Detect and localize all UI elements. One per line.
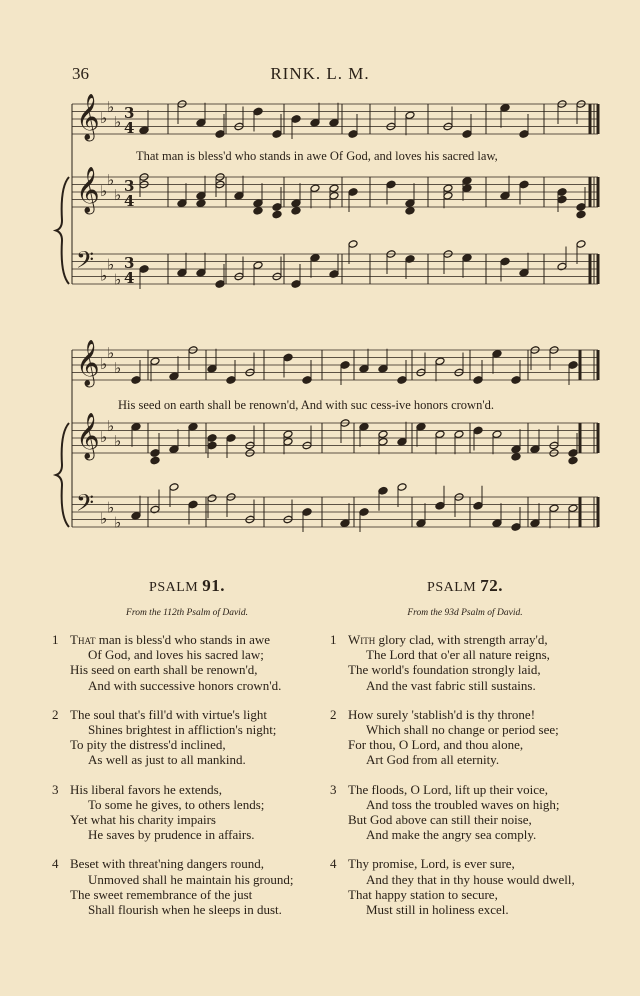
verse-line: The world's foundation strongly laid, xyxy=(348,662,541,678)
note-head xyxy=(302,508,312,517)
flat-icon: ♭ xyxy=(100,109,108,127)
flat-icon: ♭ xyxy=(100,355,108,373)
note-head xyxy=(576,240,586,249)
psalm-heading xyxy=(52,576,322,596)
note-head xyxy=(519,130,529,139)
note-head xyxy=(291,199,301,208)
note-head xyxy=(416,519,426,528)
note-head xyxy=(405,199,415,208)
verse-line: And make the angry sea comply. xyxy=(366,827,537,843)
note-head xyxy=(473,501,483,510)
psalm-source: From the 93d Psalm of David. xyxy=(407,608,523,618)
note-head xyxy=(530,519,540,528)
note-head xyxy=(530,445,540,454)
note-head xyxy=(139,265,149,274)
note-head xyxy=(568,456,578,465)
verse-line: Must still in holiness excel. xyxy=(366,902,509,918)
note-head xyxy=(511,445,521,454)
flat-icon: ♭ xyxy=(100,428,108,446)
note-head xyxy=(283,437,293,446)
note-head xyxy=(215,280,225,289)
note-head xyxy=(139,126,149,135)
verse-line: Shall flourish when he sleeps in dust. xyxy=(88,902,282,918)
note-head xyxy=(150,449,160,458)
note-head xyxy=(188,500,198,509)
note-head xyxy=(196,199,206,208)
time-signature-top: 3 xyxy=(124,254,135,272)
treble-clef-icon: 𝄞 xyxy=(76,94,100,140)
note-head xyxy=(359,364,369,373)
note-head xyxy=(272,130,282,139)
treble-clef-icon: 𝄞 xyxy=(76,167,100,213)
verse xyxy=(52,632,322,693)
verse-line: And toss the troubled waves on high; xyxy=(366,796,560,812)
note-head xyxy=(557,262,567,271)
note-head xyxy=(473,426,483,435)
note-head xyxy=(196,268,206,277)
verse-line: His seed on earth shall be renown'd, xyxy=(70,662,258,678)
note-head xyxy=(405,206,415,215)
note-head xyxy=(462,176,472,185)
lyric-line-2: His seed on earth shall be renown'd, And with suc cess-ive honors crown'd. xyxy=(118,398,494,412)
note-head xyxy=(329,270,339,279)
verse-line xyxy=(52,632,322,647)
note-head xyxy=(131,511,141,520)
verse-line: The Lord that o'er all nature reigns, xyxy=(366,647,550,663)
verse-number: 1 xyxy=(52,632,59,647)
note-head xyxy=(378,430,388,439)
flat-icon: ♭ xyxy=(107,170,115,189)
flat-icon: ♭ xyxy=(100,266,108,285)
note-head xyxy=(462,130,472,139)
note-head xyxy=(500,191,510,200)
note-head xyxy=(169,445,179,454)
psalm-label: PSALM xyxy=(149,580,203,595)
note-head xyxy=(177,199,187,208)
staff-brace xyxy=(56,423,69,527)
note-head xyxy=(568,449,578,458)
verse-number: 2 xyxy=(52,706,59,722)
verse-line: And the vast fabric still sustains. xyxy=(366,677,536,693)
note-head xyxy=(519,268,529,277)
note-head xyxy=(549,504,559,513)
verse-line: How surely 'stablish'd is thy throne! xyxy=(348,706,536,722)
verse-line: Unmoved shall he maintain his ground; xyxy=(88,871,294,887)
verse-line: To pity the distress'd inclined, xyxy=(70,737,226,753)
psalm-number: 91. xyxy=(202,576,225,595)
verse-line: That happy station to secure, xyxy=(348,886,498,902)
note-head xyxy=(329,118,339,127)
note-head xyxy=(378,364,388,373)
note-head xyxy=(359,422,369,431)
time-signature-top: 3 xyxy=(124,177,135,195)
verse xyxy=(330,782,600,843)
verse-number: 4 xyxy=(52,856,59,872)
note-head xyxy=(272,210,282,219)
note-head xyxy=(397,483,407,492)
note-head xyxy=(234,191,244,200)
note-head xyxy=(207,494,217,503)
verse-line: To some he gives, to others lends; xyxy=(88,796,265,812)
note-head xyxy=(253,107,263,116)
note-head xyxy=(500,257,510,266)
treble-clef-icon: 𝄞 xyxy=(76,340,100,386)
note-head xyxy=(283,353,293,362)
treble-clef-icon: 𝄞 xyxy=(76,413,100,459)
verse-number: 1 xyxy=(330,632,337,647)
note-head xyxy=(131,422,141,431)
flat-icon: ♭ xyxy=(114,270,122,289)
page-number: 36 xyxy=(72,64,89,83)
note-head xyxy=(226,376,236,385)
note-head xyxy=(177,268,187,277)
note-head xyxy=(291,115,301,124)
verse xyxy=(330,707,600,768)
note-head xyxy=(500,103,510,112)
verse-line: And with successive honors crown'd. xyxy=(88,677,282,693)
note-head xyxy=(511,452,521,461)
note-head xyxy=(386,180,396,189)
note-head xyxy=(329,191,339,200)
flat-icon: ♭ xyxy=(100,509,108,528)
note-head xyxy=(310,118,320,127)
time-signature-bottom: 4 xyxy=(124,269,135,287)
note-head xyxy=(253,199,263,208)
verse xyxy=(52,856,322,917)
psalm-column-right xyxy=(330,576,600,917)
verse-initial-word: With xyxy=(348,632,376,647)
note-head xyxy=(511,523,521,532)
note-head xyxy=(435,501,445,510)
verse-number: 3 xyxy=(52,781,59,797)
flat-icon: ♭ xyxy=(107,498,115,517)
flat-icon: ♭ xyxy=(107,416,115,435)
verse-line: Which shall no change or period see; xyxy=(366,722,559,738)
note-head xyxy=(492,430,502,439)
flat-icon: ♭ xyxy=(114,513,122,532)
verse-line: The sweet remembrance of the just xyxy=(70,886,253,902)
verse-number: 3 xyxy=(330,781,337,797)
note-head xyxy=(207,434,217,443)
verse-line-rest: glory clad, with strength array'd, xyxy=(375,632,548,647)
note-head xyxy=(397,437,407,446)
psalm-source: From the 112th Psalm of David. xyxy=(126,608,248,618)
verse-line: For thou, O Lord, and thou alone, xyxy=(348,737,524,753)
note-head xyxy=(196,118,206,127)
note-head xyxy=(310,253,320,262)
note-head xyxy=(150,456,160,465)
bass-clef-icon: 𝄢 xyxy=(76,246,95,279)
verse xyxy=(52,707,322,768)
note-head xyxy=(405,255,415,264)
verse-number: 4 xyxy=(330,856,337,872)
verse-line: Of God, and loves his sacred law; xyxy=(88,647,264,663)
verse-line: His liberal favors he extends, xyxy=(70,781,222,797)
note-head xyxy=(150,357,160,366)
note-head xyxy=(207,364,217,373)
verse-line: Beset with threat'ning dangers round, xyxy=(70,856,265,872)
note-head xyxy=(253,261,263,270)
note-head xyxy=(443,191,453,200)
time-signature-top: 3 xyxy=(124,104,135,122)
flat-icon: ♭ xyxy=(107,97,115,116)
note-head xyxy=(557,188,567,197)
note-head xyxy=(340,361,350,370)
flat-icon: ♭ xyxy=(107,343,115,362)
note-head xyxy=(207,441,217,450)
note-head xyxy=(405,111,415,120)
note-head xyxy=(131,376,141,385)
note-head xyxy=(378,486,388,495)
note-head xyxy=(462,253,472,262)
psalm-heading xyxy=(330,576,600,596)
note-head xyxy=(291,206,301,215)
verse xyxy=(330,856,600,917)
note-head xyxy=(188,422,198,431)
verse xyxy=(52,782,322,843)
note-head xyxy=(557,195,567,204)
flat-icon: ♭ xyxy=(114,185,122,204)
verse-line: And they that in thy house would dwell, xyxy=(366,871,575,887)
note-head xyxy=(568,504,578,513)
note-head xyxy=(283,430,293,439)
note-head xyxy=(169,483,179,492)
verse-line: But God above can still their noise, xyxy=(348,812,532,828)
note-head xyxy=(416,422,426,431)
note-head xyxy=(150,505,160,514)
note-head xyxy=(272,203,282,212)
note-head xyxy=(253,206,263,215)
tune-title: RINK. L. M. xyxy=(270,64,370,83)
note-head xyxy=(519,180,529,189)
note-head xyxy=(454,430,464,439)
note-head xyxy=(492,349,502,358)
lyric-line-1: That man is bless'd who stands in awe Of God, and loves his sacred law, xyxy=(136,149,498,163)
note-head xyxy=(397,376,407,385)
note-head xyxy=(226,434,236,443)
note-head xyxy=(291,280,301,289)
note-head xyxy=(310,184,320,193)
psalm-column-left xyxy=(52,576,322,917)
note-head xyxy=(215,130,225,139)
flat-icon: ♭ xyxy=(114,112,122,131)
verse-line: As well as just to all mankind. xyxy=(88,752,246,768)
note-head xyxy=(568,361,578,370)
time-signature-bottom: 4 xyxy=(124,119,135,137)
note-head xyxy=(196,191,206,200)
flat-icon: ♭ xyxy=(100,182,108,200)
verse xyxy=(330,632,600,693)
note-head xyxy=(511,376,521,385)
note-head xyxy=(340,519,350,528)
verse-line: Shines brightest in affliction's night; xyxy=(88,722,277,738)
note-head xyxy=(576,203,586,212)
time-signature-bottom: 4 xyxy=(124,192,135,210)
note-head xyxy=(435,430,445,439)
flat-icon: ♭ xyxy=(114,431,122,450)
staff-brace xyxy=(56,177,69,284)
psalm-label: PSALM xyxy=(427,580,481,595)
note-head xyxy=(329,184,339,193)
verse-line: The soul that's fill'd with virtue's light xyxy=(70,706,267,722)
note-head xyxy=(348,240,358,249)
note-head xyxy=(359,508,369,517)
verse-number: 2 xyxy=(330,706,337,722)
verse-line: He saves by prudence in affairs. xyxy=(88,827,255,843)
psalm-number: 72. xyxy=(480,576,503,595)
note-head xyxy=(492,519,502,528)
note-head xyxy=(348,130,358,139)
verse-line: Art God from all eternity. xyxy=(366,752,500,768)
verse-line xyxy=(330,632,600,647)
note-head xyxy=(169,372,179,381)
note-head xyxy=(435,357,445,366)
verse-line-rest: man is bless'd who stands in awe xyxy=(95,632,271,647)
note-head xyxy=(443,184,453,193)
flat-icon: ♭ xyxy=(114,358,122,377)
verse-line: The floods, O Lord, lift up their voice, xyxy=(348,781,549,797)
verse-line: Thy promise, Lord, is ever sure, xyxy=(348,856,515,872)
flat-icon: ♭ xyxy=(107,255,115,274)
note-head xyxy=(462,184,472,193)
note-head xyxy=(348,188,358,197)
note-head xyxy=(473,376,483,385)
note-head xyxy=(302,376,312,385)
verse-initial-word: That xyxy=(70,632,96,647)
verse-line: Yet what his charity impairs xyxy=(70,812,216,828)
note-head xyxy=(378,437,388,446)
bass-clef-icon: 𝄢 xyxy=(76,489,95,522)
note-head xyxy=(576,210,586,219)
